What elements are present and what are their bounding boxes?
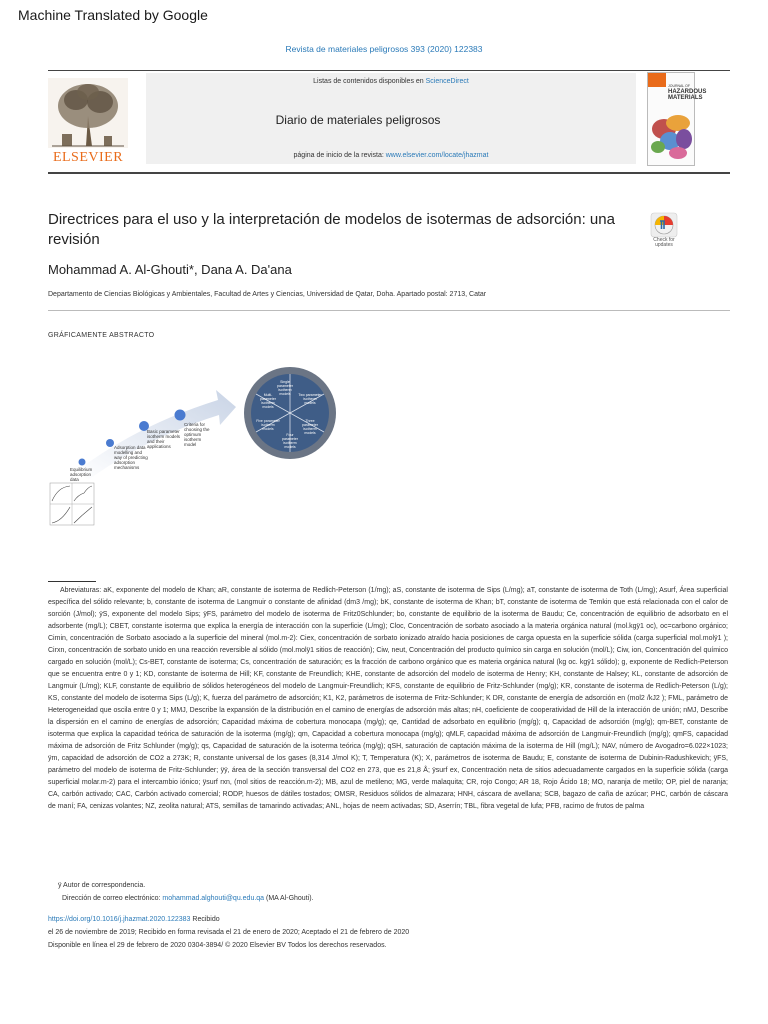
doi-suffix: Recibido (192, 916, 220, 923)
corresponding-author-note: ÿ Autor de correspondencia. (58, 882, 146, 889)
crossmark-label-line-1: Check for (653, 237, 675, 243)
cover-title-line-2: HAZARDOUS (668, 89, 707, 95)
article-authors: Mohammad A. Al-Ghouti*, Dana A. Da'ana (48, 262, 292, 277)
cover-title (668, 83, 706, 101)
crossmark-button[interactable] (647, 212, 681, 252)
cover-title-line-1: JOURNAL OF (668, 84, 691, 88)
ga-step-4: Criteria for choosing the optimum isotherm model (184, 422, 210, 447)
header-bottom-rule (48, 172, 730, 174)
ga-step-2: Adsorption data modelling and way of predicting adsorption mechanisms (114, 445, 148, 470)
graphical-abstract-heading: GRÁFICAMENTE ABSTRACTO (48, 332, 155, 339)
journal-homepage (146, 152, 636, 159)
translation-banner (0, 0, 768, 34)
homepage-prefix: página de inicio de la revista: (293, 152, 384, 159)
doi-line (48, 916, 220, 923)
author-affiliation: Departamento de Ciencias Biológicas y Ambientales, Facultad de Artes y Ciencias, Universidad de Qatar, Doha. Apartado postal: 2713, Catar (48, 291, 487, 298)
contents-availability (146, 78, 636, 85)
wheel-segment-6: Multi-parameter isotherm models (260, 393, 276, 409)
email-suffix: (MA Al-Ghouti). (266, 895, 314, 902)
article-dates: el 26 de noviembre de 2019; Recibido en forma revisada el 21 de enero de 2020; Aceptado el 21 de febrero de 2020 (48, 929, 410, 936)
abbreviations-paragraph: Abreviaturas: aK, exponente del modelo de Khan; aR, constante de isoterma de Redlich-Peterson (1/mg); aS, constante de isoterma de Sips (L/mg); aT, constante de isoterma de Toth (L/mg); Asurf, Área superficial específica del sólido relevante; b, constante de isoterma de Langmuir o constante de afinidad (dm3 /mg); bK, constante de isoterma de Khan; bT, constante de isoterma de Temkin que está relacionada con el calor de sorción (J/mol); ÿS, exponente del modelo Sips; ÿFS, parámetro del modelo de isoterma de Fritz0Schlunder; bo, constante de equilibrio de la isoterma de Baudu; Ce, concentración de equilibrio de adsorbato en el adsorbente (mg/L); CBET, constante isoterma que explica la energía de interacción con la superficie (L/mg); Cloc, Concentración de sorbato asociado a la materia orgánica natural (mol.kgÿ1 oc), oc=carbono orgánico; Cimin, concentración de Sorbato asociado a la superficie del mineral (mol.m-2): Ciex, concentración de sorbato ionizado atraído hacia posiciones de carga opuesta en la superficie sólida (carga superficial mol.molÿ1 ); Cirxn, concentración de sorbato unido en una reacción reversible al sólido (mol.molÿ1 sitios de reacción); Ciw, neut, Concentración del producto químico sin carga en solución (mol/L); Ciw, ion, Concentración del químico cargado en solución (mol/L); Cs-BET, constante de isoterma; Cs, concentración de saturación; es la fracción de carbono orgánico que es materia orgánica natural (kg oc. kgÿ1 sólido); g, exponente de Redlich-Peterson que se encuentra entre 0 y 1; KD, constante de isoterma de Hill; KF, constante de Freundlich; KHE, constante de adsorción del modelo de isoterma de Henry; KH, constante de Halsey; KL, constante de adsorción de Langmuir (L/mg); KLF, constante de equilibrio de sólidos heterogéneos del modelo de Langmuir-Freundlich; KFS, constante de equilibrio de Fritz-Schlunder (mg/g); KR, constante de isoterma de Redlich-Peterson (L/g); KS, constante del modelo de isoterma Sips (L/g); K, fuerza del parámetro de adsorción; K1, K2, parámetros de isoterma de Fritz-Schlunder; K DR, constante de energía de adsorción en (mol2 /kJ2 ); FML, parámetro de Heterogeneidad que oscila entre 0 y 1; MMJ, Describe la expansión de la distribución en el camino de energías de adsorción más altas; nH, coeficiente de cooperatividad de Hill de la interacción de unión; nMJ, Describe la dispersión en el camino de energías de adsorción; Capacidad máxima de cobertura monocapa (mg/g); qe, Cantidad de adsorbato en equilibrio (mg/g); q, Capacidad de adsorción (mg/g); qm-BET, constante de isoterma que explica la capacidad teórica de saturación de la isoterma (mg/g); qm, Capacidad a cobertura monocapa (mg/g); qMLF, capacidad máxima de adsorción de Langmuir-Freundlich (mg/g); qmFS, capacidad máxima de adsorción de Fritz Schlunder (mg/g); qs, Capacidad de saturación de la isoterma teórica (mg/g); qSH, saturación de captación máxima de la isoterma de Hill (mg/L); NAV, número de Avogadro=6.022×1023; ÿm, capacidad de adsorción de CO2 a 273K; R, constante universal de los gases (8,314 J/mol K); T, Temperatura (K); X, parámetros de isoterma de Baudu; E, constante de isoterma de Dubinin-Radushkevich; ÿFS, parámetro del modelo de isoterma de Fritz-Schlunder; ÿÿ, área de la sección transversal del CO2 en 273, que es 21,8 Å; ÿsurf ex, Concentración neta de sitios adecuadamente cargados en la superficie sólida (carga superficial molar.m-2) para el intercambio iónico; ÿsurf rxn, (mol sitios de reacción.m-2); MB, azul de metileno; MG, verde malaquita; CR, rojo Congo; AR 18, Rojo Ácido 18; MO, naranja de metilo; OP, piel de naranja; CA, carbón activado; CAC, Carbón activado comercial; RODP, huesos de dátiles tostados; OMSR, Residuos sólidos de almazara; HNH, cáscara de avellana; SCB, bagazo de caña de azúcar; PHC, carbón de cáscara de maní; FA, cenizas volantes; NZ, zeolita natural; ATS, semillas de tamarindo activadas; ANL, hojas de neem activadas; SD, Aserrín; TBL, fibra vegetal de lufa; PFB, racimo de frutos de palma (48, 587, 728, 810)
wheel-segment-3: Three parameter isotherm models (302, 419, 318, 435)
elsevier-wordmark: ELSEVIER (52, 150, 124, 165)
graphical-abstract (48, 355, 348, 530)
banner-text: Machine Translated by Google (18, 7, 208, 23)
crossmark-icon (647, 212, 681, 238)
doi-link[interactable]: https://doi.org/10.1016/j.jhazmat.2020.122383 (48, 916, 191, 923)
journal-title: Diario de materiales peligrosos (275, 113, 441, 127)
author-email-link[interactable]: mohammad.alghouti@qu.edu.qa (162, 895, 265, 902)
journal-reference-link[interactable]: Revista de materiales peligrosos 393 (2020) 122383 (285, 44, 483, 54)
cover-title-line-3: MATERIALS (668, 95, 703, 101)
wheel-segment-2: Two parameter isotherm models (298, 393, 322, 405)
homepage-link[interactable]: www.elsevier.com/locate/jhazmat (385, 152, 489, 159)
crossmark-label-line-2: updates (655, 242, 673, 248)
email-prefix: Dirección de correo electrónico: (62, 895, 161, 902)
header-top-rule (48, 70, 730, 71)
wheel-segment-5: Five parameter isotherm models (256, 419, 280, 431)
contents-prefix: Listas de contenidos disponibles en (313, 78, 424, 85)
crossmark-label (647, 238, 681, 248)
section-divider (48, 310, 730, 311)
email-line (62, 895, 313, 902)
ga-step-1: Equilibrium adsorption data (70, 467, 93, 482)
article-title: Directrices para el uso y la interpretación de modelos de isotermas de adsorción: una revisión (48, 211, 615, 248)
ga-step-3: Basic parameter isotherm models and their applications (147, 429, 181, 449)
wheel-segment-4: Four parameter isotherm models (282, 433, 298, 449)
availability-copyright: Disponible en línea el 29 de febrero de 2020 0304-3894/ © 2020 Elsevier BV Todos los derechos reservados. (48, 942, 387, 949)
sciencedirect-link[interactable]: ScienceDirect (425, 78, 469, 85)
footnote-rule (48, 581, 96, 582)
wheel-segment-1: Single parameter isotherm models (277, 380, 293, 396)
journal-cover-thumbnail (647, 72, 707, 166)
